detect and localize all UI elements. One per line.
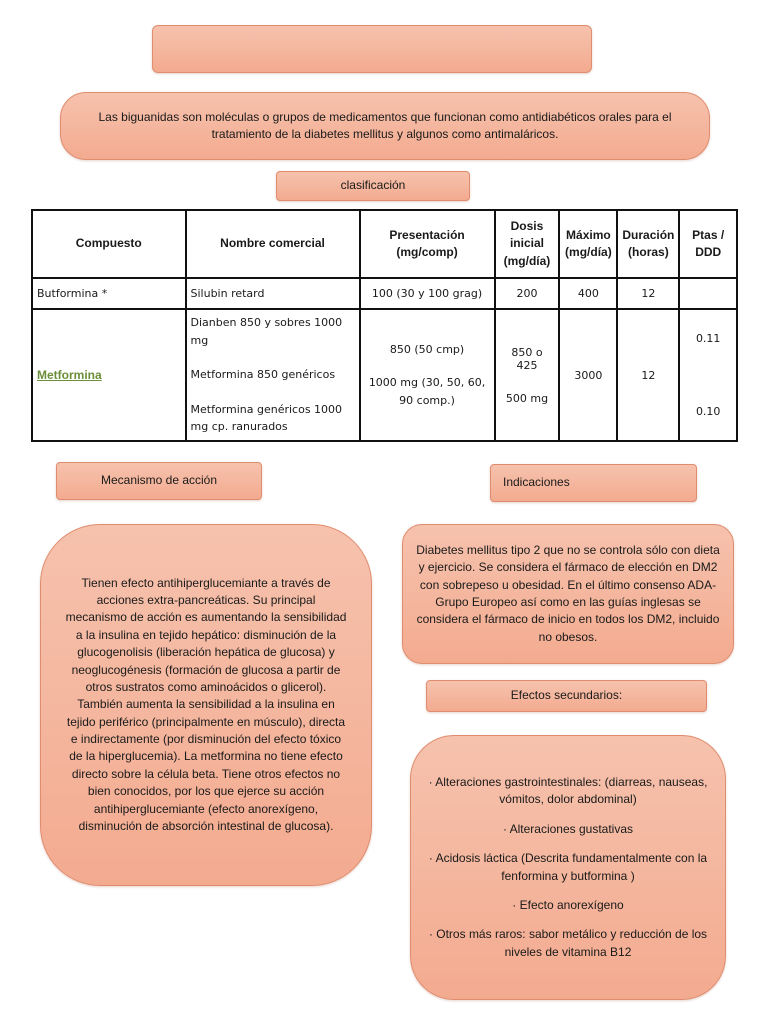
- cell-nombre: [186, 309, 360, 441]
- table-row: [32, 278, 737, 309]
- title-bar: [152, 25, 592, 73]
- cell-duracion: 12: [617, 309, 679, 441]
- classification-table: [31, 209, 738, 442]
- nombre-line-2: Metformina 850 genéricos: [190, 368, 336, 382]
- header-duracion: Duración (horas): [617, 210, 679, 278]
- cell-presentacion: [360, 309, 495, 441]
- cell-duracion: 12: [617, 278, 679, 309]
- metformina-link[interactable]: Metformina: [37, 368, 102, 382]
- intro-box: [60, 92, 710, 160]
- header-presentacion: Presentación (mg/comp): [360, 210, 495, 278]
- dosis-line-2: 500 mg: [505, 391, 549, 405]
- cell-compuesto: [32, 309, 186, 441]
- mechanism-box: [40, 524, 372, 886]
- ptas-line-2: 0.10: [695, 405, 721, 418]
- indications-text: Diabetes mellitus tipo 2 que no se controla sólo con dieta y ejercicio. Se considera el fármaco de elección en DM2 con sobrepeso u obesidad. En el último consenso ADA-Grupo Europeo así como en las guías inglesas se considera el fármaco de inicio en todos los DM2, incluido no obesos.: [416, 542, 720, 644]
- cell-nombre: Silubin retard: [186, 278, 360, 309]
- list-item: · Otros más raros: sabor metálico y reducción de los niveles de vitamina B12: [428, 927, 708, 959]
- nombre-line-3: Metformina genéricos 1000 mg cp. ranurados: [190, 402, 343, 434]
- list-item: · Alteraciones gustativas: [502, 821, 634, 836]
- classification-label: clasificación: [276, 171, 470, 201]
- header-compuesto: Compuesto: [32, 210, 186, 278]
- table-header-row: [32, 210, 737, 278]
- presentacion-line-2: 1000 mg (30, 50, 60, 90 comp.): [368, 376, 486, 407]
- table-row: [32, 309, 737, 441]
- header-nombre: Nombre comercial: [186, 210, 360, 278]
- indications-box: [402, 524, 734, 664]
- list-item: · Acidosis láctica (Descrita fundamentalmente con la fenformina y butformina ): [428, 851, 708, 883]
- cell-ptas: [679, 278, 737, 309]
- side-effects-box: [410, 735, 726, 1000]
- cell-dosis: [495, 309, 560, 441]
- header-ptas: Ptas / DDD: [679, 210, 737, 278]
- cell-maximo: 400: [559, 278, 617, 309]
- cell-compuesto: Butformina *: [32, 278, 186, 309]
- cell-dosis: 200: [495, 278, 560, 309]
- side-effects-label: Efectos secundarios:: [426, 680, 707, 712]
- ptas-line-1: 0.11: [695, 332, 721, 345]
- mechanism-text: Tienen efecto antihiperglucemiante a través de acciones extra-pancreáticas. Su principal mecanismo de acción es aumentando la sensibilidad a la insulina en tejido hepático: disminución de la glucogenolisis (liberación hepática de glucosa) y neoglucogénesis (formación de glucosa a partir de otros sustratos como aminoácidos o glicerol). También aumenta la sensibilidad a la insulina en tejido periférico (principalmente en músculo), directa e indirectamente (por disminución del efecto tóxico de la hiperglucemia). La metformina no tiene efecto directo sobre la célula beta. Tiene otros efectos no bien conocidos, por los que ejerce su acción antihiperglucemiante (efecto anorexígeno, disminución de absorción intestinal de glucosa).: [65, 575, 347, 834]
- cell-ptas: [679, 309, 737, 441]
- cell-presentacion: 100 (30 y 100 grag): [360, 278, 495, 309]
- header-maximo: Máximo (mg/día): [559, 210, 617, 278]
- intro-text: Las biguanidas son moléculas o grupos de medicamentos que funcionan como antidiabéticos orales para el tratamiento de la diabetes mellitus y algunos como antimaláricos.: [98, 109, 672, 141]
- presentacion-line-1: 850 (50 cmp): [389, 342, 465, 356]
- header-dosis: Dosis inicial (mg/día): [495, 210, 560, 278]
- mechanism-label: Mecanismo de acción: [56, 462, 262, 500]
- cell-maximo: 3000: [559, 309, 617, 441]
- dosis-line-1: 850 o 425: [511, 345, 543, 372]
- nombre-line-1: Dianben 850 y sobres 1000 mg: [190, 316, 343, 347]
- list-item: · Alteraciones gastrointestinales: (diarreas, nauseas, vómitos, dolor abdominal): [428, 774, 708, 807]
- list-item: · Efecto anorexígeno: [512, 897, 624, 912]
- indications-label: Indicaciones: [490, 464, 697, 502]
